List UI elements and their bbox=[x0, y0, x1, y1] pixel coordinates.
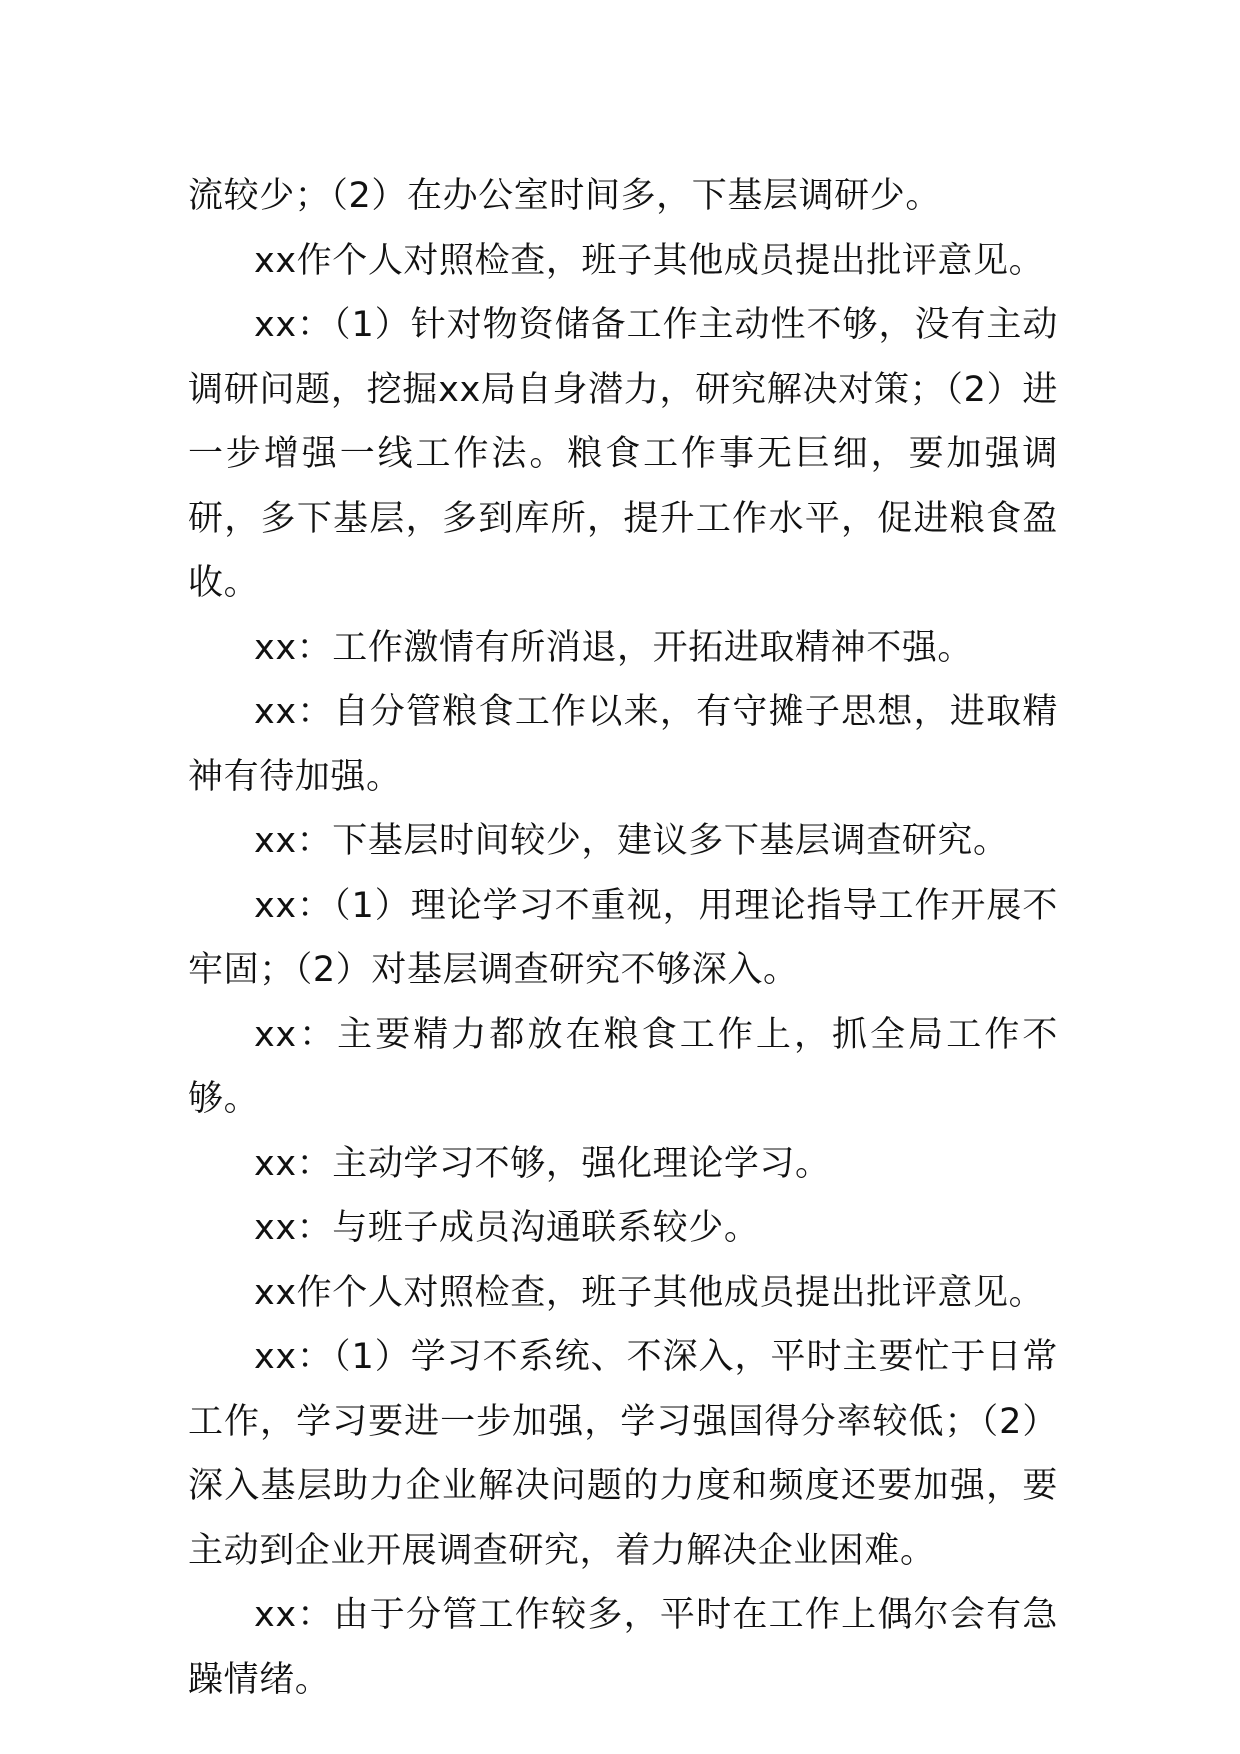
paragraph: xx：主动学习不够，强化理论学习。 bbox=[254, 1143, 831, 1184]
paragraph: xx：（1）理论学习不重视，用理论指导工作开展不牢固；（2）对基层调查研究不够深入。 bbox=[188, 885, 1058, 990]
paragraph: xx：自分管粮食工作以来，有守摊子思想，进取精神有待加强。 bbox=[188, 692, 1058, 797]
document-body bbox=[188, 164, 1058, 1712]
paragraph: xx：工作激情有所消退，开拓进取精神不强。 bbox=[254, 627, 974, 668]
paragraph: xx：（1）学习不系统、不深入，平时主要忙于日常工作，学习要进一步加强，学习强国得分率较低；（2）深入基层助力企业解决问题的力度和频度还要加强，要主动到企业开展调查研究，着力解决企业困难。 bbox=[188, 1337, 1058, 1571]
paragraph: xx：（1）针对物资储备工作主动性不够，没有主动调研问题，挖掘xx局自身潜力，研究解决对策；（2）进一步增强一线工作法。粮食工作事无巨细，要加强调研，多下基层，多到库所，提升工作水平，促进粮食盈收。 bbox=[188, 305, 1058, 603]
paragraph: xx作个人对照检查，班子其他成员提出批评意见。 bbox=[254, 1272, 1045, 1313]
paragraph: xx：由于分管工作较多，平时在工作上偶尔会有急躁情绪。 bbox=[188, 1595, 1058, 1700]
paragraph: xx：主要精力都放在粮食工作上，抓全局工作不够。 bbox=[188, 1014, 1058, 1119]
paragraph: xx：与班子成员沟通联系较少。 bbox=[254, 1208, 760, 1248]
paragraph: xx：下基层时间较少，建议多下基层调查研究。 bbox=[254, 821, 1009, 861]
paragraph: 流较少；（2）在办公室时间多，下基层调研少。 bbox=[188, 176, 941, 216]
paragraph: xx作个人对照检查，班子其他成员提出批评意见。 bbox=[254, 240, 1045, 281]
